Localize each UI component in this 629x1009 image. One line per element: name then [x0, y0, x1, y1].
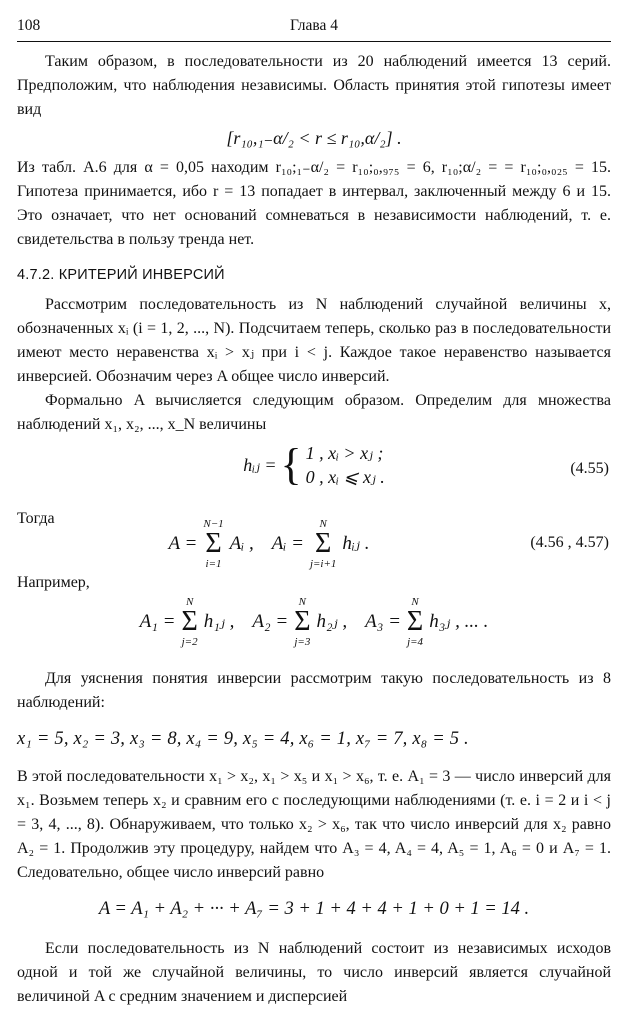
eq456-sum1: N−1 Σ i=1	[203, 518, 224, 570]
eqex-a2-bot: j=3	[294, 636, 311, 648]
equation-sequence: x₁ = 5, x₂ = 3, x₃ = 8, x₄ = 9, x₅ = 4, x₆ = 1, x₇ = 7, x₈ = 5 .	[17, 729, 469, 749]
eqex-a1-lhs: A₁ =	[139, 611, 176, 632]
eq455-cases	[306, 441, 385, 489]
eq456-ai-term: hᵢⱼ .	[342, 533, 370, 554]
eq456-sum2-top: N	[319, 518, 327, 530]
eq455-lhs: hᵢⱼ =	[243, 455, 277, 475]
paragraph-table-lookup: Из табл. А.6 для α = 0,05 находим r₁₀;₁₋α/₂ = r₁₀;₀,₉₇₅ = 6, r₁₀;α/₂ = = r₁₀;₀,₀₂₅ = 15. Гипотеза принимается, ибо r = 13 попадает в интервал, заключенный между 6 и 15. Это означает, что нет оснований сомневаться в независимости наблюдений, т. е. свидетельства в пользу тренда нет.	[17, 159, 611, 248]
eq456-sum2: N Σ j=i+1	[309, 518, 337, 570]
eq456-sum1-bot: i=1	[205, 558, 222, 570]
eq455-number: (4.55)	[570, 460, 609, 477]
equation-4-55	[17, 441, 611, 503]
eqex-a3-term: h₃ⱼ , ... .	[429, 611, 489, 632]
eq456-ai-lhs: Aᵢ =	[271, 533, 304, 554]
eqex-a2-sum: N Σ j=3	[294, 596, 311, 648]
paragraph-series-count: Таким образом, в последовательности из 20 наблюдений имеется 13 серий. Предположим, что наблюдения независимы. Область принятия этой гипотезы имеет вид	[17, 53, 611, 118]
section-title: 4.7.2. КРИТЕРИЙ ИНВЕРСИЙ	[17, 267, 225, 283]
eq455-case1: 1 , xᵢ > xⱼ ;	[305, 443, 384, 463]
eq456-a-lhs: A =	[168, 533, 198, 554]
page-number: 108	[17, 17, 41, 34]
paragraph-inversion-definition: Рассмотрим последовательность из N наблюдений случайной величины x, обозначенных xᵢ (i = 1, 2, ..., N). Подсчитаем теперь, сколько раз в последовательности имеют место неравенства xᵢ > xⱼ при i < j. Каждое такое неравенство называется инверсией. Обозначим через A общее число инверсий.	[17, 296, 611, 385]
label-example: Например,	[17, 574, 90, 591]
equation-4-56-4-57	[17, 517, 611, 570]
book-page	[17, 14, 611, 1009]
eqex-a1-top: N	[185, 596, 194, 608]
eqex-a1-term: h₁ⱼ ,	[203, 611, 235, 632]
running-header	[17, 14, 611, 42]
chapter-title: Глава 4	[289, 17, 339, 34]
label-togda: Тогда	[17, 510, 55, 527]
eq455-case2: 0 , xᵢ ⩽ xⱼ .	[305, 467, 385, 487]
eq456-sum1-top: N−1	[203, 518, 224, 530]
eqex-a1-bot: j=2	[181, 636, 198, 648]
eq456-sum2-bot: j=i+1	[309, 558, 337, 570]
equation-example-sums	[17, 595, 611, 659]
eqex-a3-top: N	[411, 596, 419, 608]
equation-acceptance-interval: [r₁₀,₁₋α/₂ < r ≤ r₁₀,α/₂] .	[226, 128, 402, 148]
eqex-a3-bot: j=4	[407, 636, 424, 648]
paragraph-inversion-statistics: Если последовательность из N наблюдений состоит из независимых исходов одной и той же случайной величины, то число инверсий является случайной величиной A с средним значением и дисперсией	[17, 940, 611, 1005]
eqex-a3-sum: N Σ j=4	[406, 596, 424, 648]
eqex-a2-top: N	[298, 596, 306, 608]
eqex-a3-lhs: A₃ =	[365, 611, 401, 632]
eqex-a1-sum: N Σ j=2	[181, 596, 198, 648]
eq456-a-term: Aᵢ ,	[229, 533, 254, 554]
eqex-a2-lhs: A₂ =	[252, 611, 289, 632]
eq455-brace: {	[280, 440, 302, 489]
eqex-a2-term: h₂ⱼ ,	[316, 611, 348, 632]
paragraph-example-intro: Для уяснения понятия инверсии рассмотрим такую последовательность из 8 наблюдений:	[17, 670, 611, 711]
equation-total-inversions: A = A₁ + A₂ + ··· + A₇ = 3 + 1 + 4 + 4 + 1 + 0 + 1 = 14 .	[98, 899, 530, 919]
paragraph-inversion-count: В этой последовательности x₁ > x₂, x₁ > x₅ и x₁ > x₆, т. е. A₁ = 3 — число инверсий для x₁. Возьмем теперь x₂ и сравним его с последующими наблюдениями (т. е. i = 2 и i < j = 3, 4, ..., 8). Обнаруживаем, что только x₂ > x₆, так что число инверсий для x₂ равно A₂ = 1. Продолжив эту процедуру, найдем что A₃ = 4, A₄ = 4, A₅ = 1, A₆ = 0 и A₇ = 1. Следовательно, общее число инверсий равно	[17, 768, 611, 881]
paragraph-formal-definition: Формально A вычисляется следующим образом. Определим для множества наблюдений x₁, x₂, ..., x_N величины	[17, 392, 611, 433]
eq456-number: (4.56 , 4.57)	[530, 534, 609, 551]
